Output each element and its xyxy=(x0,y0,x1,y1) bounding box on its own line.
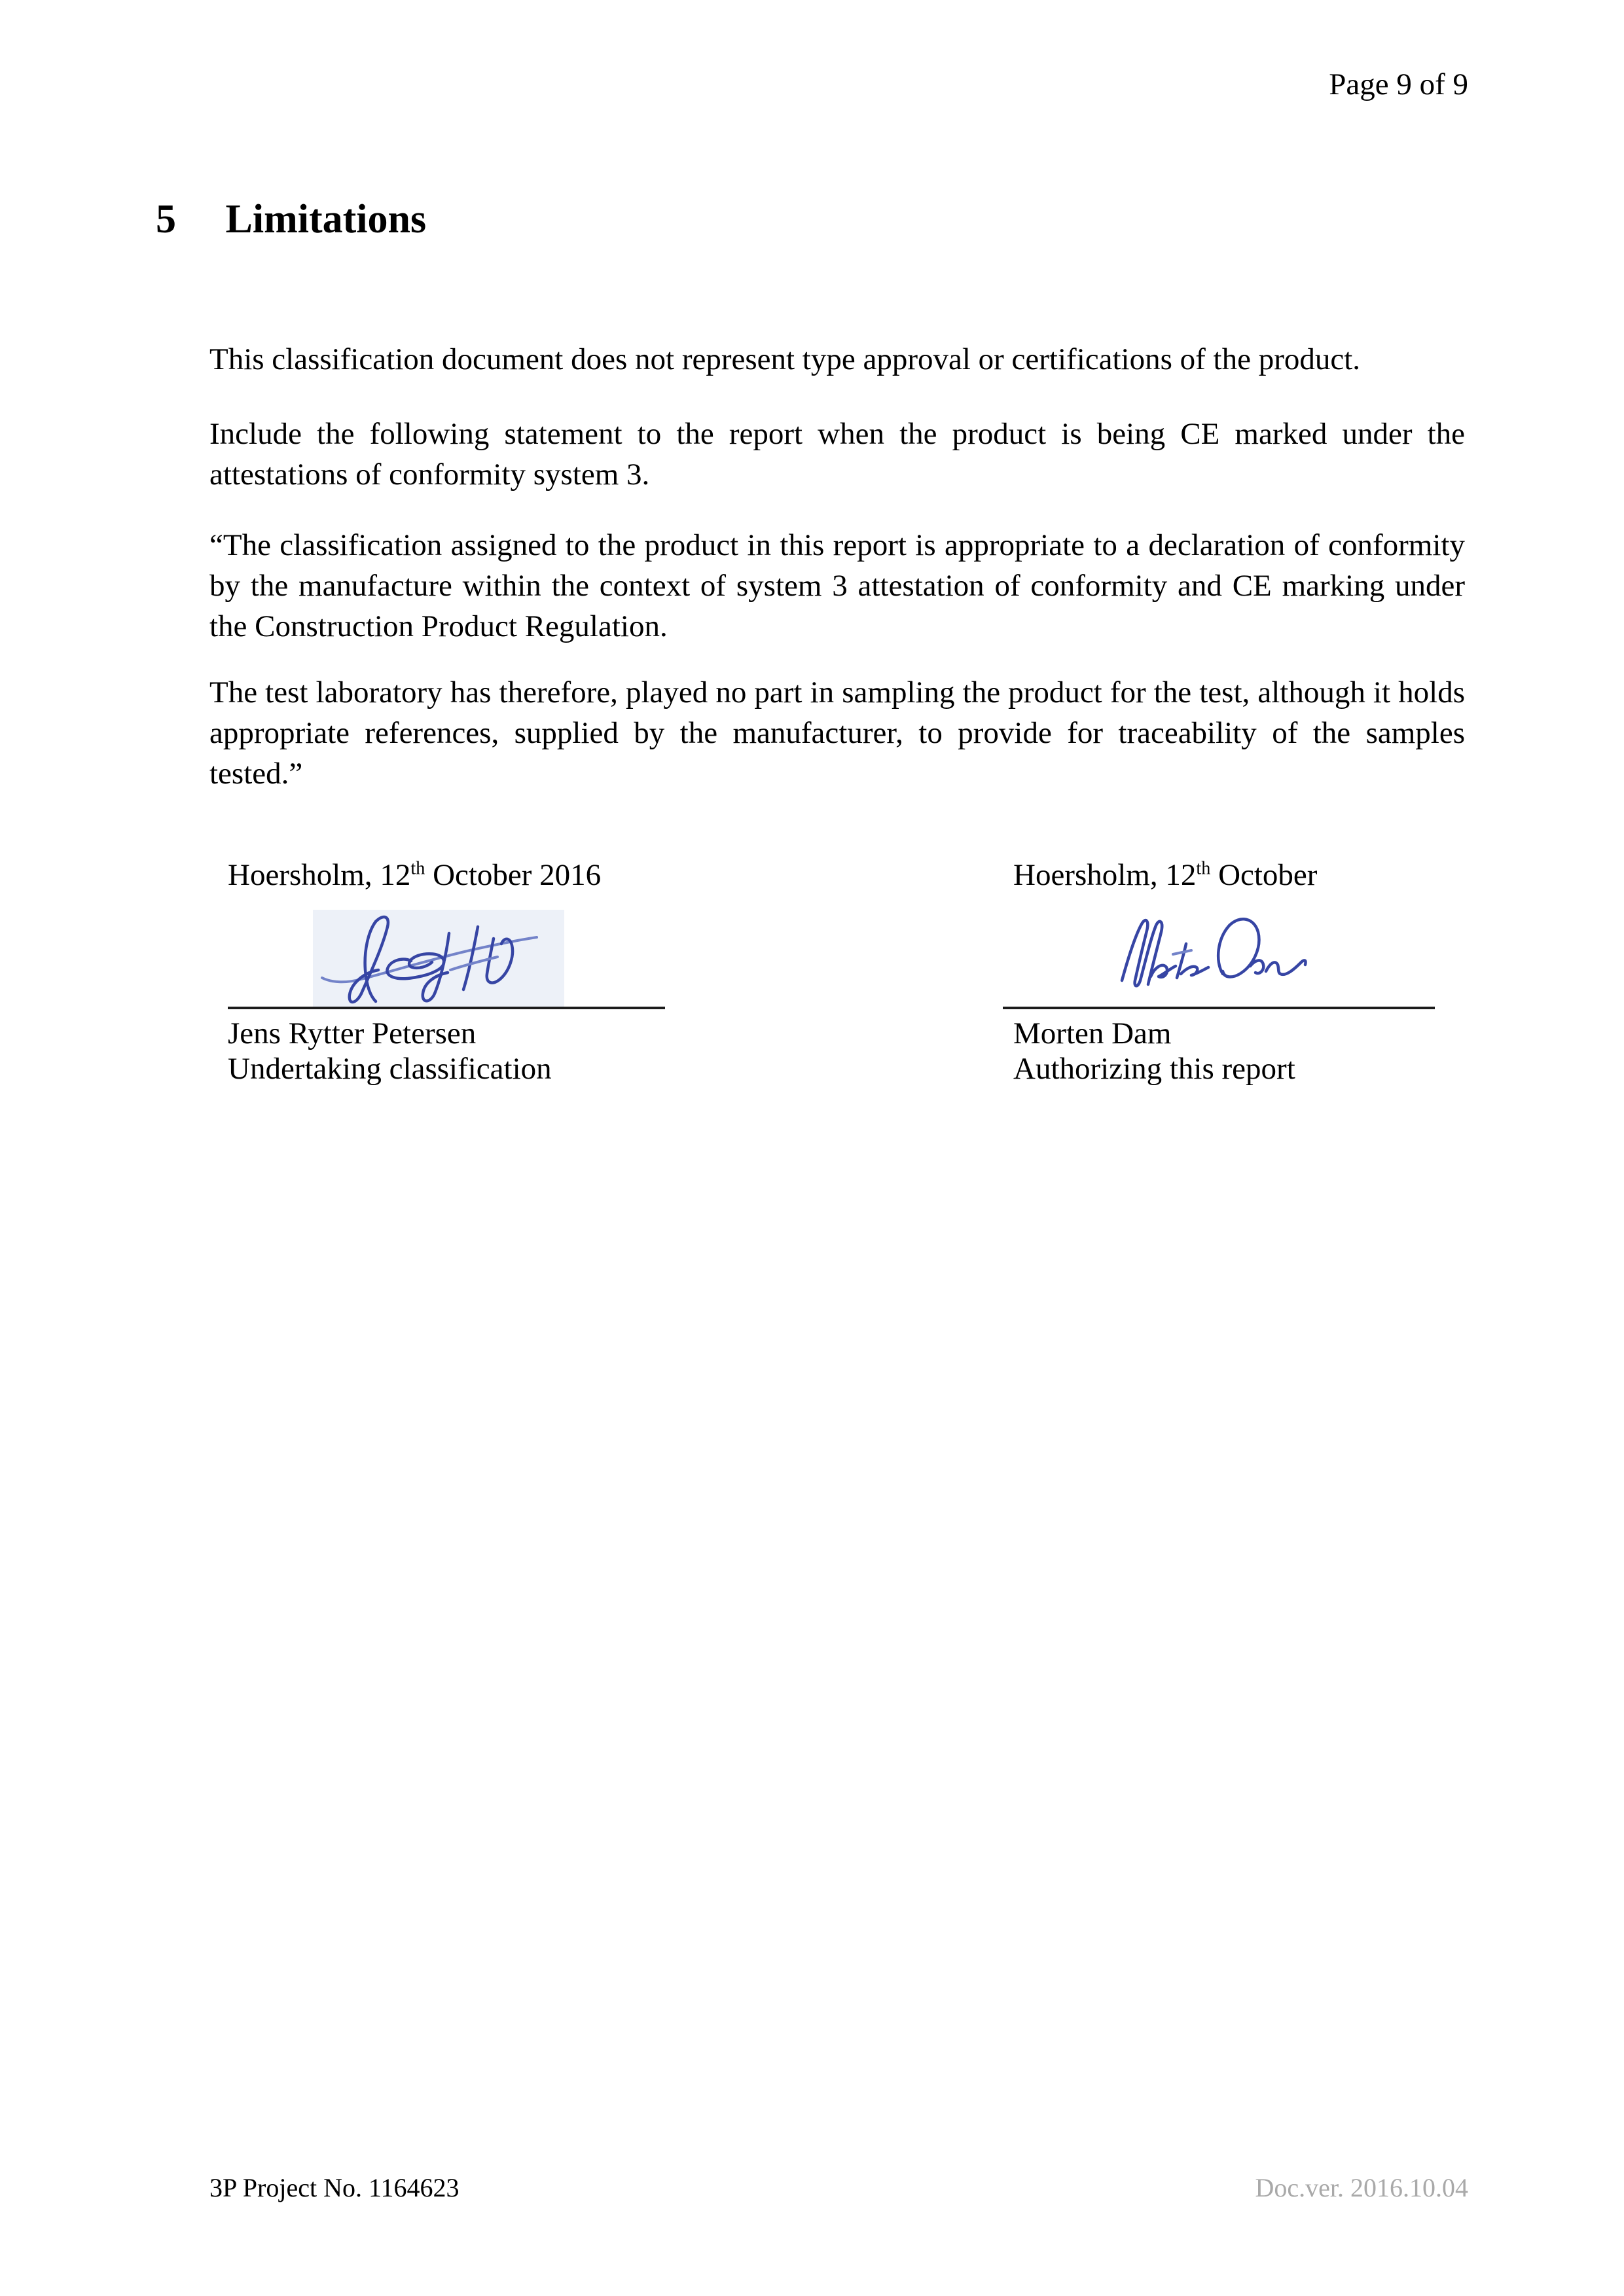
paragraph-classification-quote: “The classification assigned to the product in this report is appropriate to a declaration of conformity by the manufacture within the context of system 3 attestation of conformity and CE marking under the Construction Product Regulation. xyxy=(209,528,1465,643)
project-number: 3P Project No. 1164623 xyxy=(209,2173,460,2202)
signature-date-right-ordinal: th xyxy=(1196,858,1211,879)
handwritten-signature-left xyxy=(313,910,564,1010)
signatory-role-right: Authorizing this report xyxy=(1013,1052,1295,1086)
signature-date-right-rest: October xyxy=(1210,858,1318,892)
signature-line-left xyxy=(228,1007,665,1009)
signature-date-left-ordinal: th xyxy=(410,858,425,879)
signatory-name-left: Jens Rytter Petersen xyxy=(228,1016,477,1050)
section-title: Limitations xyxy=(225,197,427,242)
section-heading xyxy=(156,196,426,242)
signature-line-right xyxy=(1003,1007,1435,1009)
signature-date-right-city: Hoersholm, 12 xyxy=(1013,858,1197,892)
signature-date-right xyxy=(1013,855,1317,895)
handwritten-signature-right xyxy=(1113,914,1316,1001)
page-footer xyxy=(209,2172,1468,2204)
document-version: Doc.ver. 2016.10.04 xyxy=(1255,2173,1468,2202)
section-number: 5 xyxy=(156,197,176,242)
signatory-role-left: Undertaking classification xyxy=(228,1052,552,1086)
paragraph-test-laboratory: The test laboratory has therefore, played no part in sampling the product for the test, although it holds appropriate references, supplied by the manufacturer, to provide for traceability of the samples tested.” xyxy=(209,675,1465,791)
signatory-name-right: Morten Dam xyxy=(1013,1016,1172,1050)
paragraph-type-approval: This classification document does not represent type approval or certifications of the product. xyxy=(209,342,1361,376)
page-number: Page 9 of 9 xyxy=(1329,67,1468,101)
signature-date-left xyxy=(228,855,601,895)
signature-date-left-rest: October 2016 xyxy=(425,858,602,892)
signature-date-left-city: Hoersholm, 12 xyxy=(228,858,411,892)
paragraph-ce-statement-intro: Include the following statement to the report when the product is being CE marked under the attestations of conformity system 3. xyxy=(209,417,1465,492)
